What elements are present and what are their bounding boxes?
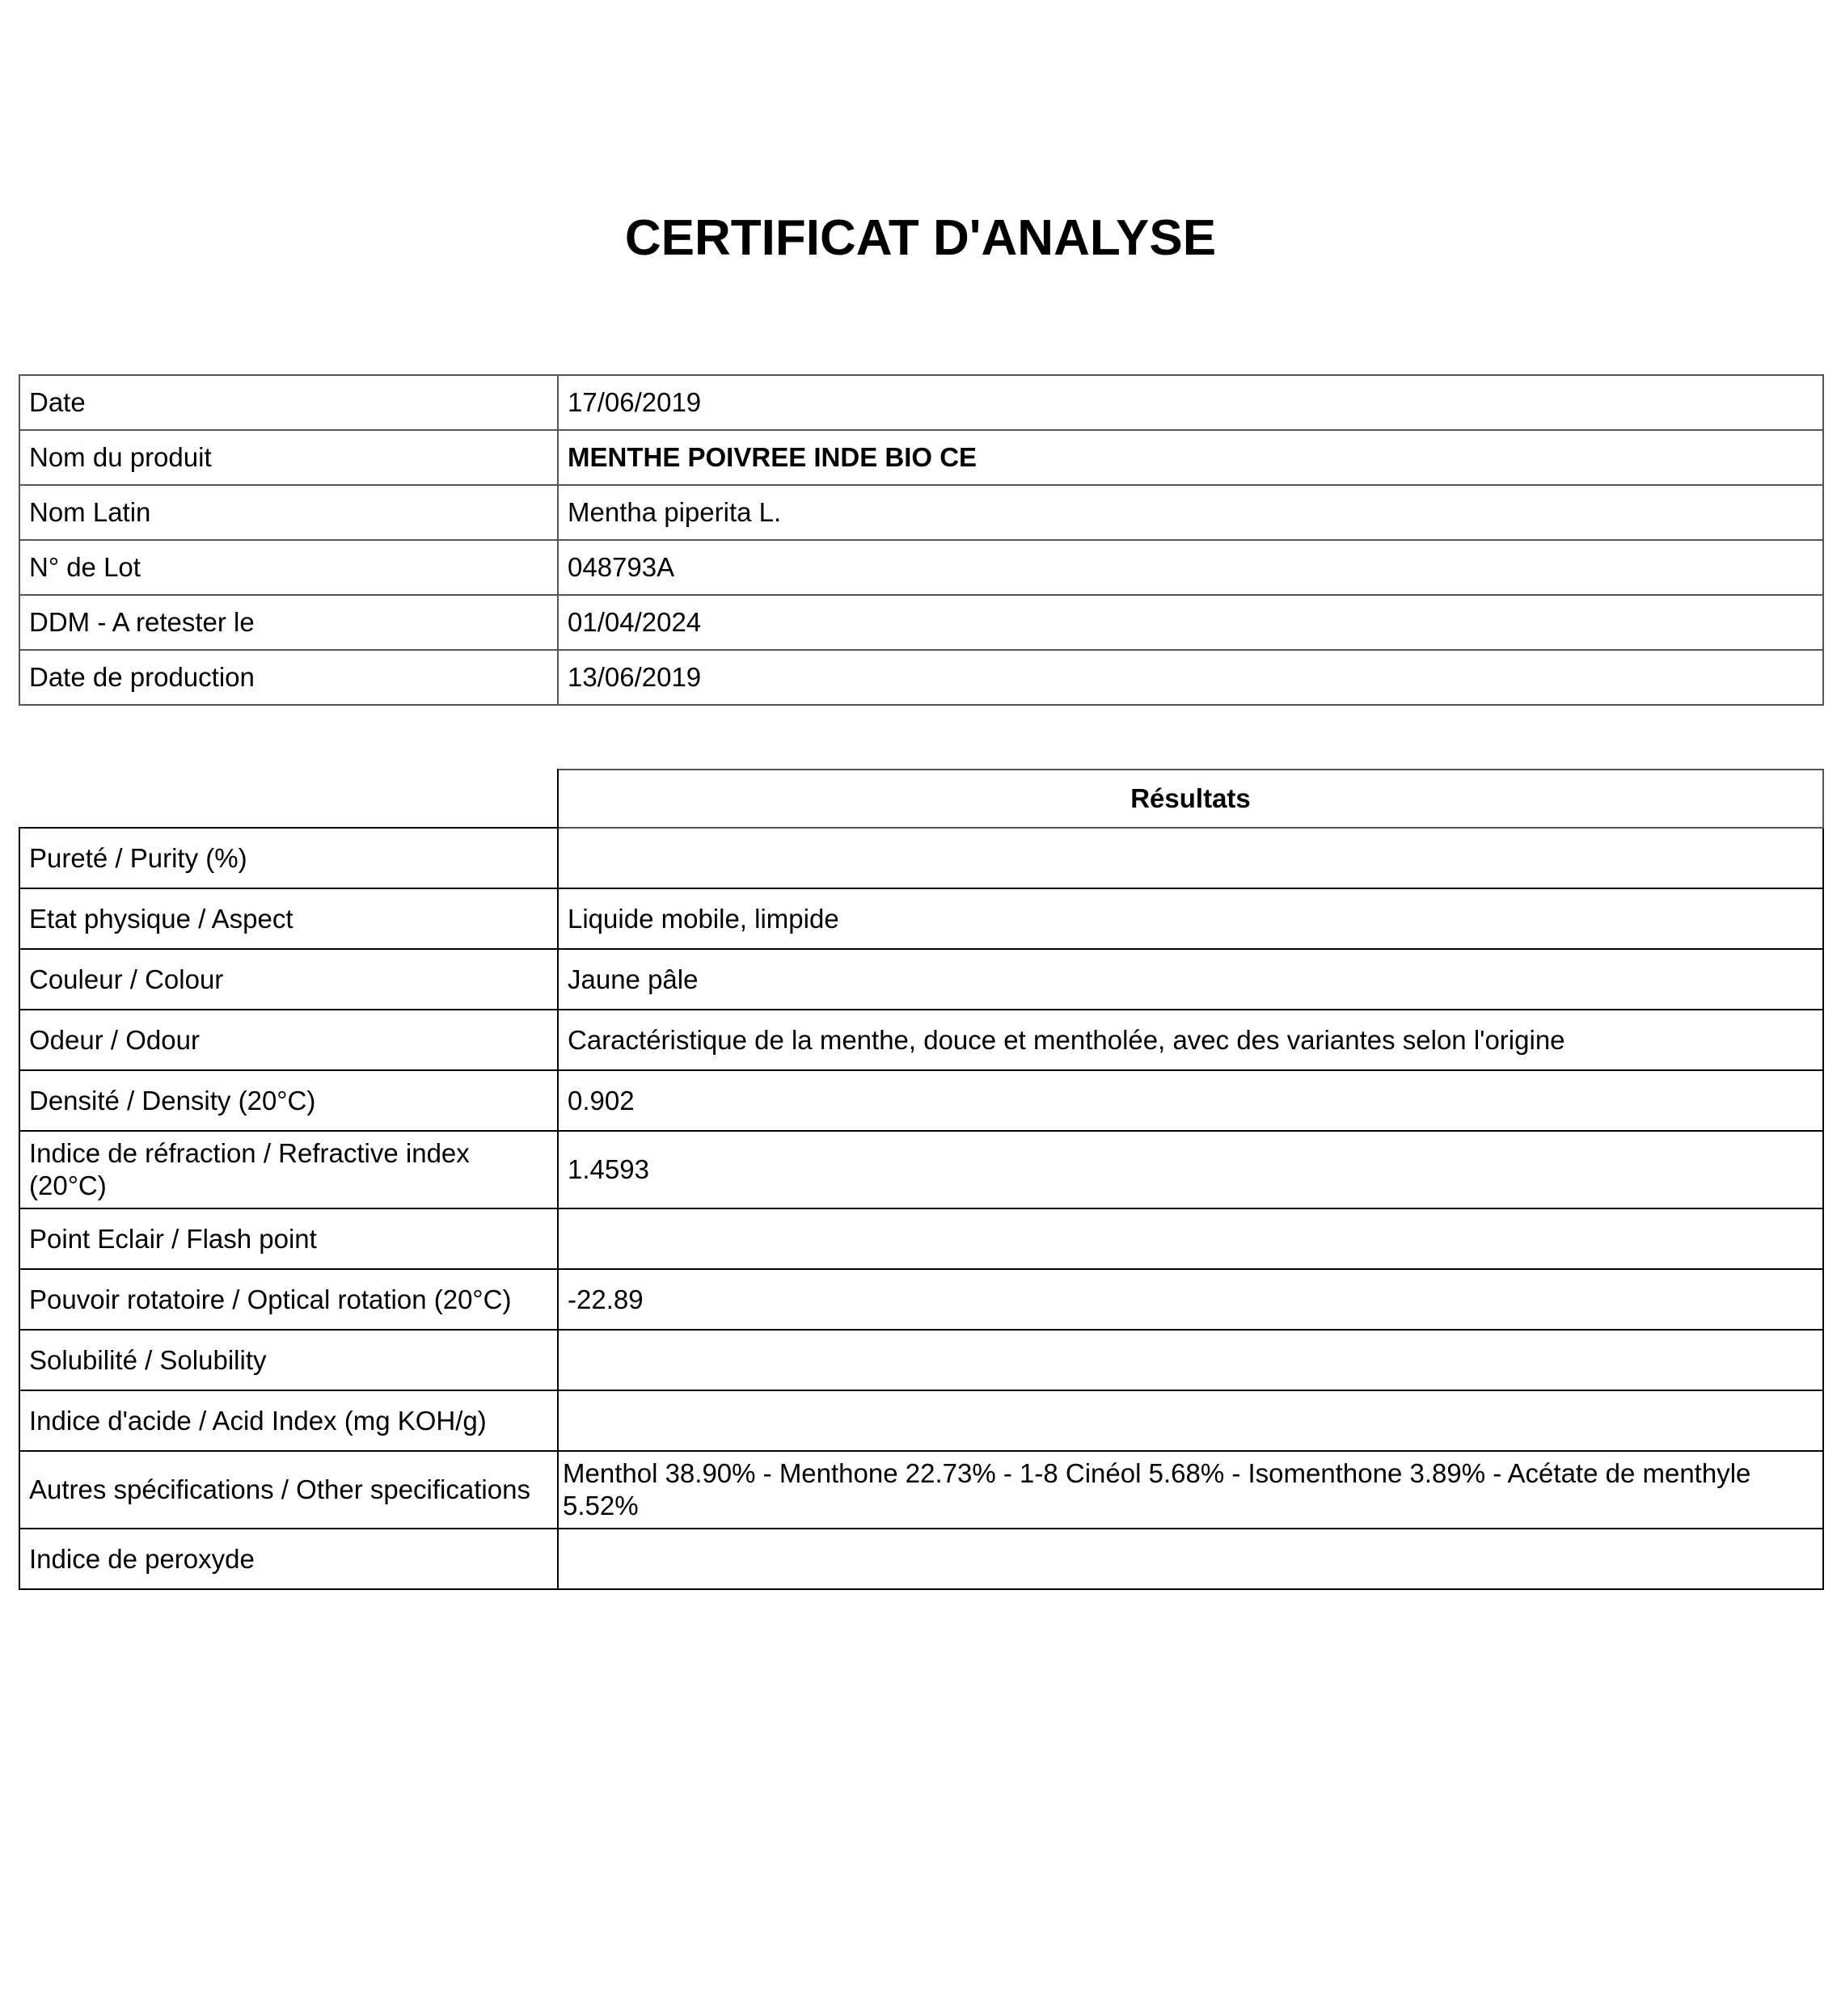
result-value (558, 1208, 1823, 1269)
info-value: 13/06/2019 (558, 650, 1823, 705)
result-value: -22.89 (558, 1269, 1823, 1330)
product-name-value: MENTHE POIVREE INDE BIO CE (558, 430, 1823, 485)
document-title: CERTIFICAT D'ANALYSE (624, 210, 1217, 266)
result-row-flash-point (19, 1208, 1823, 1269)
result-row-acid-index (19, 1390, 1823, 1451)
result-label: Indice de réfraction / Refractive index (20°C) (19, 1131, 558, 1208)
result-label: Couleur / Colour (19, 949, 558, 1010)
result-value: Menthol 38.90% - Menthone 22.73% - 1-8 Cinéol 5.68% - Isomenthone 3.89% - Acétate de menthyle 5.52% (558, 1451, 1823, 1529)
result-label: Point Eclair / Flash point (19, 1208, 558, 1269)
analysis-results-table (19, 769, 1824, 1590)
info-label: DDM - A retester le (19, 595, 558, 650)
result-row-other-specifications (19, 1451, 1823, 1529)
info-value: Mentha piperita L. (558, 485, 1823, 540)
result-value (558, 1330, 1823, 1390)
product-info-table (19, 374, 1824, 706)
result-row-aspect (19, 888, 1823, 949)
info-label: Date (19, 375, 558, 430)
info-value: 17/06/2019 (558, 375, 1823, 430)
result-label: Etat physique / Aspect (19, 888, 558, 949)
info-row-ddm (19, 595, 1823, 650)
result-label: Odeur / Odour (19, 1010, 558, 1070)
info-row-lot-number (19, 540, 1823, 595)
header-empty-cell (19, 770, 558, 828)
result-row-peroxide-index (19, 1529, 1823, 1589)
result-value (558, 1390, 1823, 1451)
info-label: Date de production (19, 650, 558, 705)
result-value: Jaune pâle (558, 949, 1823, 1010)
result-row-optical-rotation (19, 1269, 1823, 1330)
result-label: Pureté / Purity (%) (19, 828, 558, 888)
result-row-colour (19, 949, 1823, 1010)
result-value (558, 828, 1823, 888)
info-label: Nom du produit (19, 430, 558, 485)
info-row-date (19, 375, 1823, 430)
info-label: N° de Lot (19, 540, 558, 595)
result-label: Densité / Density (20°C) (19, 1070, 558, 1131)
results-column-header: Résultats (558, 770, 1823, 828)
info-row-production-date (19, 650, 1823, 705)
info-row-product-name (19, 430, 1823, 485)
result-value: Caractéristique de la menthe, douce et mentholée, avec des variantes selon l'origine (558, 1010, 1823, 1070)
result-label: Pouvoir rotatoire / Optical rotation (20°C) (19, 1269, 558, 1330)
result-value: Liquide mobile, limpide (558, 888, 1823, 949)
info-value: 048793A (558, 540, 1823, 595)
info-row-latin-name (19, 485, 1823, 540)
result-row-refractive-index (19, 1131, 1823, 1208)
result-label: Indice d'acide / Acid Index (mg KOH/g) (19, 1390, 558, 1451)
result-label: Indice de peroxyde (19, 1529, 558, 1589)
results-header-row (19, 770, 1823, 828)
result-value (558, 1529, 1823, 1589)
result-row-density (19, 1070, 1823, 1131)
result-value: 1.4593 (558, 1131, 1823, 1208)
result-row-odour (19, 1010, 1823, 1070)
info-label: Nom Latin (19, 485, 558, 540)
result-row-purity (19, 828, 1823, 888)
result-row-solubility (19, 1330, 1823, 1390)
result-label: Solubilité / Solubility (19, 1330, 558, 1390)
result-label: Autres spécifications / Other specifications (19, 1451, 558, 1529)
info-value: 01/04/2024 (558, 595, 1823, 650)
result-value: 0.902 (558, 1070, 1823, 1131)
